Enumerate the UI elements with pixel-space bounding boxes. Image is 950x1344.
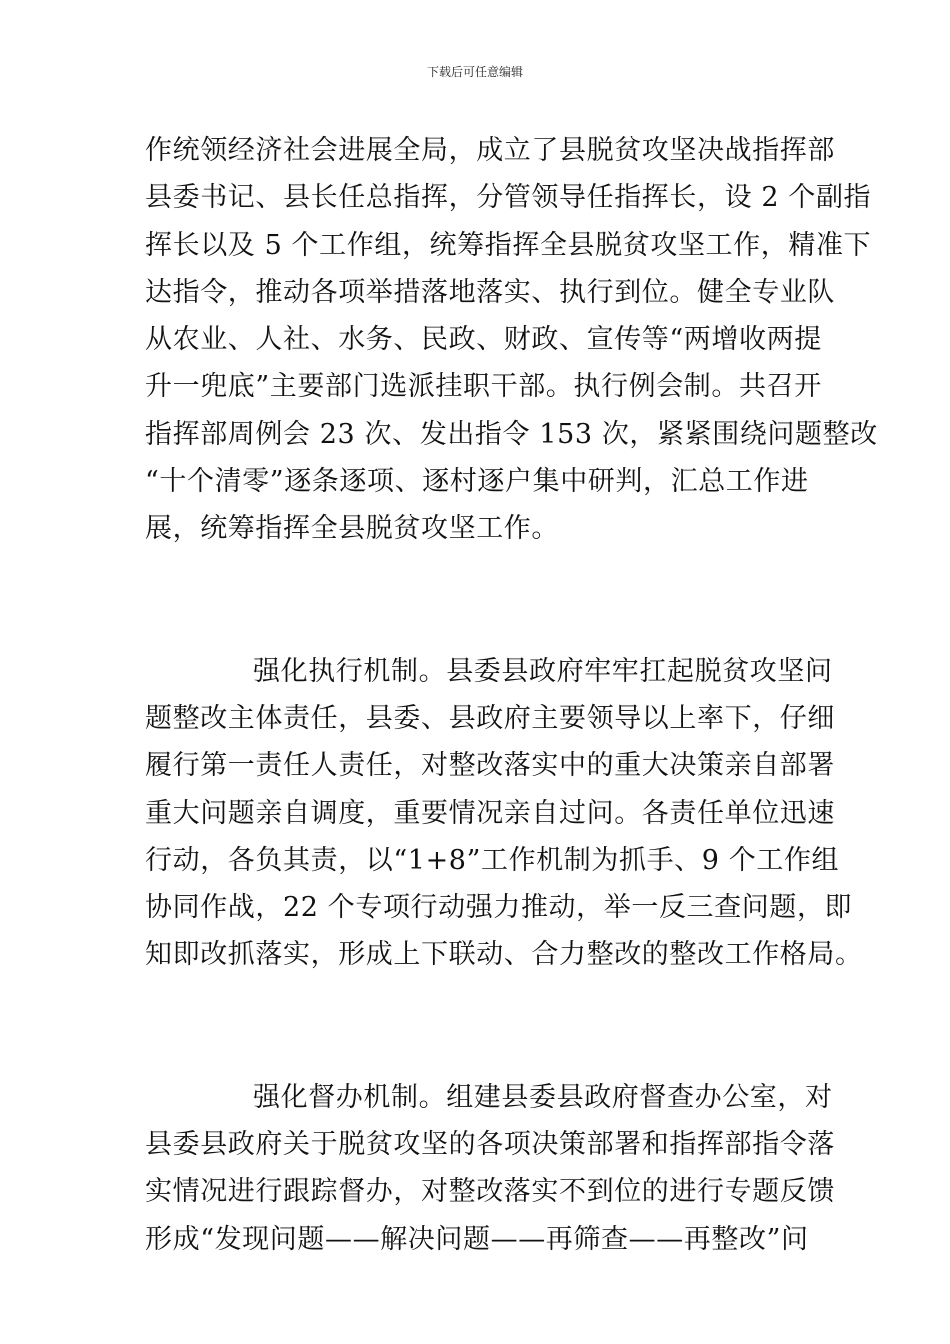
paragraph-execution-mechanism: [145, 648, 863, 979]
text-line: 履行第一责任人责任，对整改落实中的重大决策亲自部署: [145, 750, 835, 782]
text-line: “十个清零”逐条逐项、逐村逐户集中研判，汇总工作进: [145, 466, 809, 498]
text-line: 升一兜底”主要部门选派挂职干部。执行例会制。共召开: [145, 371, 822, 403]
page-header: 下载后可任意编辑: [426, 65, 523, 79]
text-line: 指挥部周例会 23 次、发出指令 153 次，紧紧围绕问题整改: [145, 418, 878, 450]
text-line: 作统领经济社会进展全局，成立了县脱贫攻坚决战指挥部: [145, 135, 835, 166]
text-line: 县委县政府关于脱贫攻坚的各项决策部署和指挥部指令落: [145, 1129, 835, 1161]
paragraph-spacer: [145, 553, 810, 648]
text-line: 达指令，推动各项举措落地落实、执行到位。健全专业队: [145, 276, 835, 308]
text-line: 知即改抓落实，形成上下联动、合力整改的整改工作格局。: [145, 939, 863, 971]
text-line: 从农业、人社、水务、民政、财政、宣传等“两增收两提: [145, 324, 822, 356]
text-line: 协同作战，22 个专项行动强力推动，举一反三查问题，即: [145, 892, 853, 924]
paragraph-supervision-mechanism: [145, 1074, 835, 1263]
text-line: 实情况进行跟踪督办，对整改落实不到位的进行专题反馈: [145, 1176, 835, 1208]
text-line: 强化督办机制。组建县委县政府督查办公室，对: [253, 1081, 833, 1113]
text-line: 挥长以及 5 个工作组，统筹指挥全县脱贫攻坚工作，精准下: [145, 229, 872, 261]
paragraph-spacer: [145, 979, 810, 1074]
text-line: 县委书记、县长任总指挥，分管领导任指挥长，设 2 个副指: [145, 182, 872, 214]
text-line: 展，统筹指挥全县脱贫攻坚工作。: [145, 513, 559, 545]
text-line: 题整改主体责任，县委、县政府主要领导以上率下，仔细: [145, 702, 835, 734]
document-body: [145, 127, 878, 1263]
text-line: 形成“发现问题——解决问题——再筛查——再整改”问: [145, 1223, 809, 1255]
text-line: 重大问题亲自调度，重要情况亲自过问。各责任单位迅速: [145, 797, 835, 829]
text-line: 强化执行机制。县委县政府牢牢扛起脱贫攻坚问: [253, 655, 833, 687]
paragraph-command-structure: [145, 127, 878, 553]
text-line: 行动，各负其责，以“1+8”工作机制为抓手、9 个工作组: [145, 844, 840, 876]
